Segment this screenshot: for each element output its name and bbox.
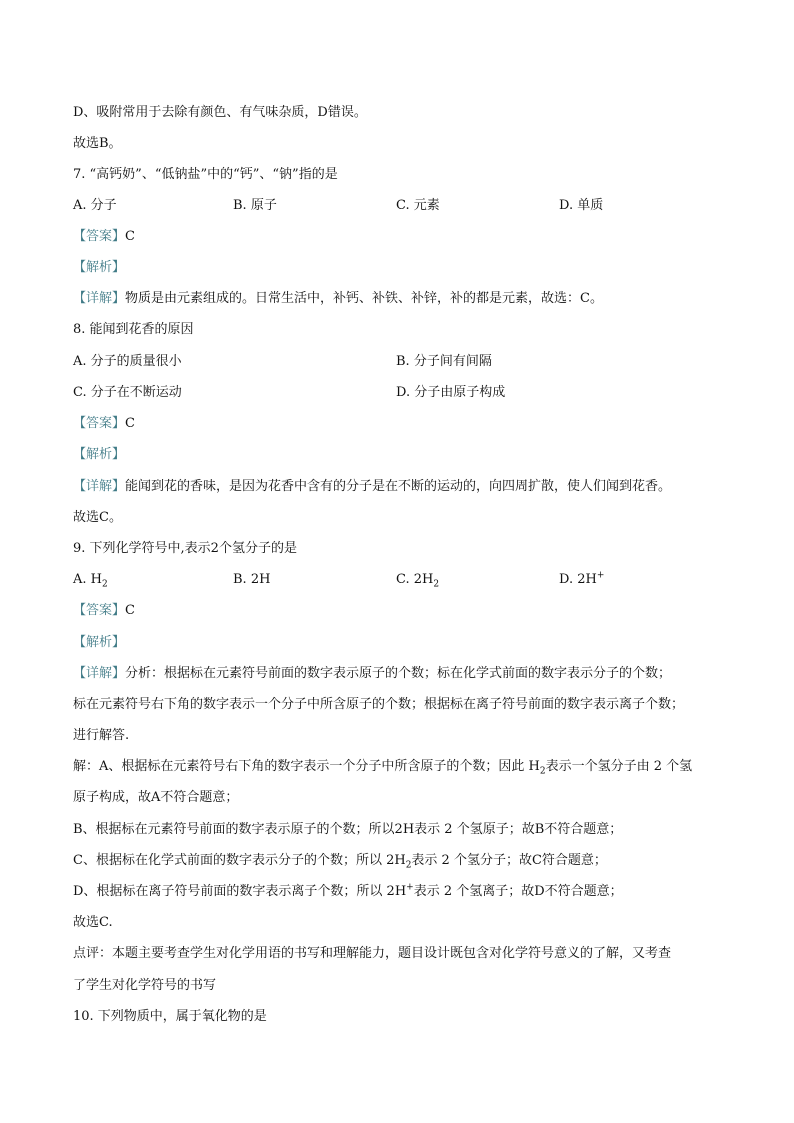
option-a — [73, 571, 108, 589]
answer-line — [73, 415, 135, 433]
answer-tag: 【答案】 — [73, 603, 126, 618]
option-b: B. 2H — [233, 572, 271, 587]
option-a: A. 分子的质量很小 — [73, 354, 182, 369]
option-text: C. 2H — [396, 572, 434, 587]
text-segment: D、根据标在离子符号前面的数字表示离子个数；所以 2H — [73, 884, 407, 899]
text-line: B、根据标在元素符号前面的数字表示原子的个数；所以2H表示 2 个氢原子；故B不符合题意； — [73, 822, 623, 837]
detail-line — [73, 665, 671, 683]
answer-value: C — [125, 603, 135, 618]
detail-tag: 【详解】 — [73, 666, 126, 681]
text-line: 标在元素符号右下角的数字表示一个分子中所含原子的个数；根据标在离子符号前面的数字表示离子个数； — [73, 697, 685, 712]
option-d: D. 分子由原子构成 — [396, 385, 506, 400]
detail-text: 物质是由元素组成的。日常生活中，补钙、补铁、补锌，补的都是元素，故选：C。 — [125, 291, 603, 306]
analysis-tag: 【解析】 — [73, 635, 126, 650]
option-a: A. 分子 — [73, 198, 117, 213]
question-7: 7. “高钙奶”、“低钠盐”中的“钙”、“钠”指的是 — [73, 167, 338, 182]
detail-line — [73, 290, 603, 308]
question-10: 10. 下列物质中，属于氧化物的是 — [73, 1009, 267, 1024]
superscript: + — [596, 570, 605, 581]
option-b: B. 原子 — [233, 198, 277, 213]
detail-text: 能闻到花的香味，是因为花香中含有的分子是在不断的运动的，向四周扩散，使人们闻到花香。 — [125, 479, 672, 494]
text-line — [73, 883, 623, 901]
text-line: 故选C。 — [73, 510, 122, 525]
detail-text: 分析：根据标在元素符号前面的数字表示原子的个数；标在化学式前面的数字表示分子的个数； — [125, 666, 672, 681]
text-line: 了学生对化学符号的书写 — [73, 978, 217, 993]
text-segment: 解：A、根据标在元素符号右下角的数字表示一个分子中所含原子的个数；因此 H — [73, 759, 540, 774]
text-line: 点评：本题主要考查学生对化学用语的书写和理解能力，题目设计既包含对化学符号意义的了解，又考查 — [73, 946, 672, 961]
text-segment: C、根据标在化学式前面的数字表示分子的个数；所以 2H — [73, 853, 406, 868]
analysis-tag: 【解析】 — [73, 447, 126, 462]
text-line: 进行解答. — [73, 728, 130, 743]
option-d — [559, 571, 604, 589]
subscript: 2 — [433, 579, 440, 590]
text-segment: 表示 2 个氢离子；故D不符合题意； — [413, 884, 623, 899]
superscript: + — [406, 882, 414, 893]
option-d: D. 单质 — [559, 198, 604, 213]
option-b: B. 分子间有间隔 — [396, 354, 492, 369]
text-line — [73, 758, 692, 776]
text-line — [73, 852, 607, 870]
analysis-tag: 【解析】 — [73, 260, 126, 275]
question-9: 9. 下列化学符号中,表示2个氢分子的是 — [73, 541, 297, 556]
subscript: 2 — [405, 860, 412, 871]
subscript: 2 — [539, 766, 546, 777]
option-text: D. 2H — [559, 572, 597, 587]
text-segment: 表示 2 个氢分子；故C符合题意； — [411, 853, 607, 868]
text-line: 故选C. — [73, 915, 113, 930]
text-segment: 表示一个氢分子由 2 个氢 — [545, 759, 693, 774]
text-line: 故选B。 — [73, 136, 122, 151]
option-c: C. 元素 — [396, 198, 440, 213]
detail-tag: 【详解】 — [73, 291, 126, 306]
answer-value: C — [125, 229, 135, 244]
answer-tag: 【答案】 — [73, 416, 126, 431]
option-c: C. 分子在不断运动 — [73, 385, 182, 400]
text-line: 原子构成，故A不符合题意； — [73, 790, 239, 805]
subscript: 2 — [102, 579, 108, 590]
option-text: A. H — [73, 572, 102, 587]
option-c — [396, 571, 439, 589]
answer-line — [73, 228, 135, 246]
answer-line — [73, 602, 135, 620]
detail-tag: 【详解】 — [73, 479, 126, 494]
detail-line — [73, 478, 671, 496]
question-8: 8. 能闻到花香的原因 — [73, 322, 194, 337]
text-line: D、吸附常用于去除有颜色、有气味杂质，D错误。 — [73, 105, 367, 120]
answer-value: C — [125, 416, 135, 431]
answer-tag: 【答案】 — [73, 229, 126, 244]
